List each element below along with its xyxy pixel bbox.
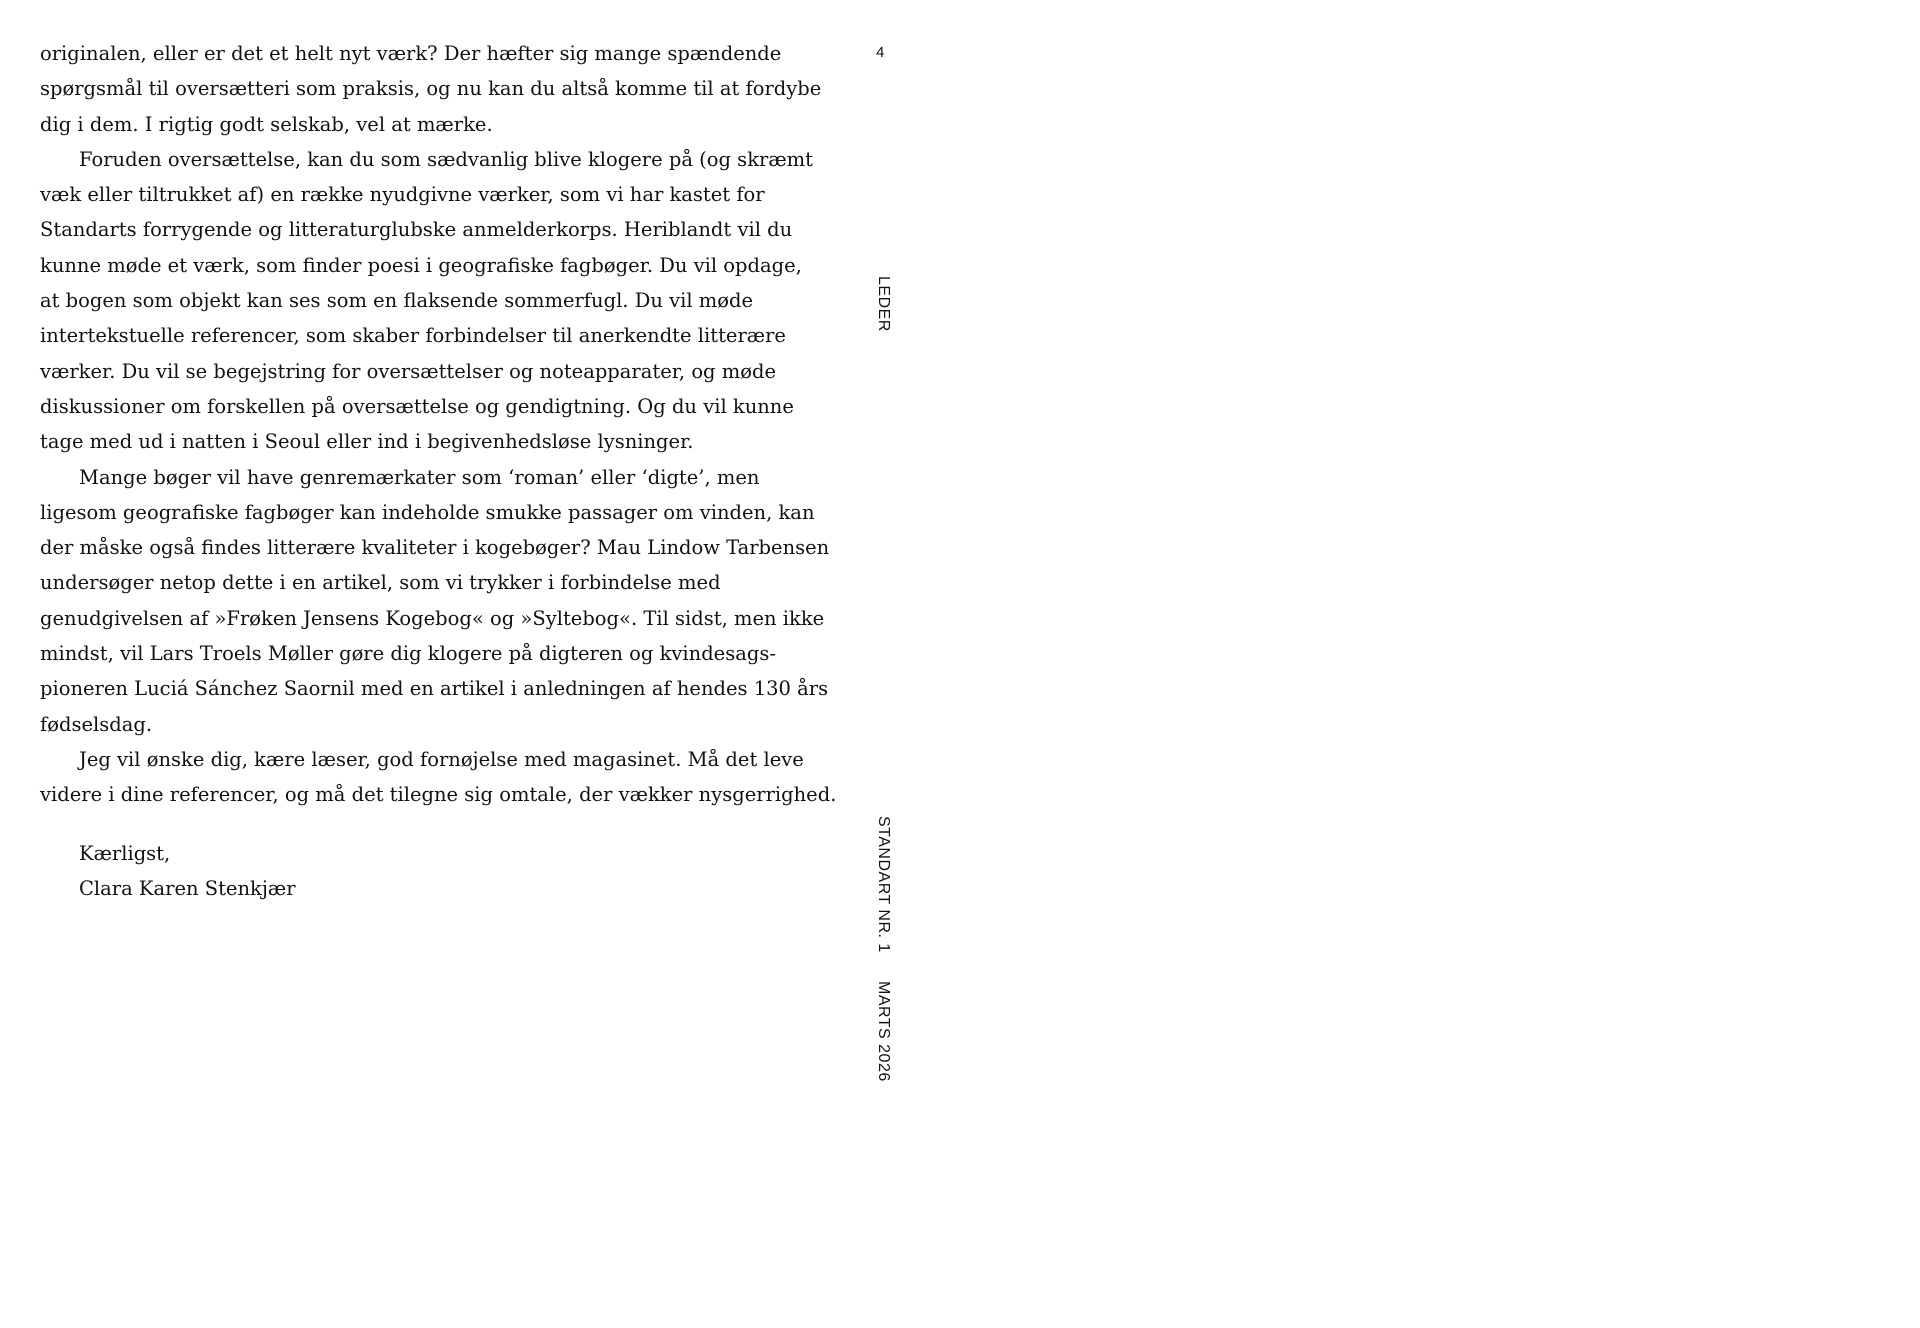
text-line: genudgivelsen af »Frøken Jensens Kogebog« og »Syltebog«. Til sidst, men ikke [40, 606, 825, 630]
text-line: undersøger netop dette i en artikel, som vi trykker i forbindelse med [40, 571, 721, 595]
text-line: mindst, vil Lars Troels Møller gøre dig klogere på digteren og kvindesags- [40, 642, 776, 666]
section-label: LEDER [875, 276, 892, 332]
text-line: spørgsmål til oversætteri som praksis, og nu kan du altså komme til at fordybe [40, 77, 822, 101]
closing-line: Kærligst, [79, 841, 171, 865]
signature-line: Clara Karen Stenkjær [79, 876, 296, 900]
date-label: MARTS 2026 [875, 981, 892, 1082]
text-line: videre i dine referencer, og må det tilegne sig omtale, der vækker nysgerrighed. [40, 783, 837, 807]
paragraph-start-line: Foruden oversættelse, kan du som sædvanlig blive klogere på (og skræmt [79, 147, 813, 171]
text-line: dig i dem. I rigtig godt selskab, vel at mærke. [40, 112, 493, 136]
text-line: fødselsdag. [40, 712, 153, 736]
editorial-text [40, 36, 837, 906]
text-line: ligesom geografiske fagbøger kan indeholde smukke passager om vinden, kan [40, 500, 815, 524]
text-line: intertekstuelle referencer, som skaber forbindelser til anerkendte litterære [40, 324, 786, 348]
text-line: der måske også findes litterære kvaliteter i kogebøger? Mau Lindow Tarbensen [40, 536, 830, 560]
text-line: værker. Du vil se begejstring for oversættelser og noteapparater, og møde [40, 359, 776, 383]
text-line: kunne møde et værk, som finder poesi i geografiske fagbøger. Du vil opdage, [40, 253, 802, 277]
text-line: originalen, eller er det et helt nyt værk? Der hæfter sig mange spændende [40, 42, 782, 65]
text-line: pioneren Luciá Sánchez Saornil med en artikel i anledningen af hendes 130 års [40, 677, 829, 701]
paragraph-start-line: Jeg vil ønske dig, kære læser, god fornøjelse med magasinet. Må det leve [79, 747, 804, 771]
paragraph-gap [40, 813, 820, 836]
page-number: 4 [876, 44, 885, 61]
issue-label: STANDART NR. 1 [875, 816, 892, 953]
text-line: diskussioner om forskellen på oversættelse og gendigtning. Og du vil kunne [40, 394, 794, 418]
text-line: tage med ud i natten i Seoul eller ind i begivenhedsløse lysninger. [40, 430, 694, 454]
text-line: væk eller tiltrukket af) en række nyudgivne værker, som vi har kastet for [40, 183, 765, 207]
paragraph-start-line: Mange bøger vil have genremærkater som ‘roman’ eller ‘digte’, men [79, 465, 760, 489]
text-line: at bogen som objekt kan ses som en flaksende sommerfugl. Du vil møde [40, 289, 754, 313]
text-line: Standarts forrygende og litteraturglubske anmelderkorps. Heriblandt vil du [40, 218, 793, 242]
